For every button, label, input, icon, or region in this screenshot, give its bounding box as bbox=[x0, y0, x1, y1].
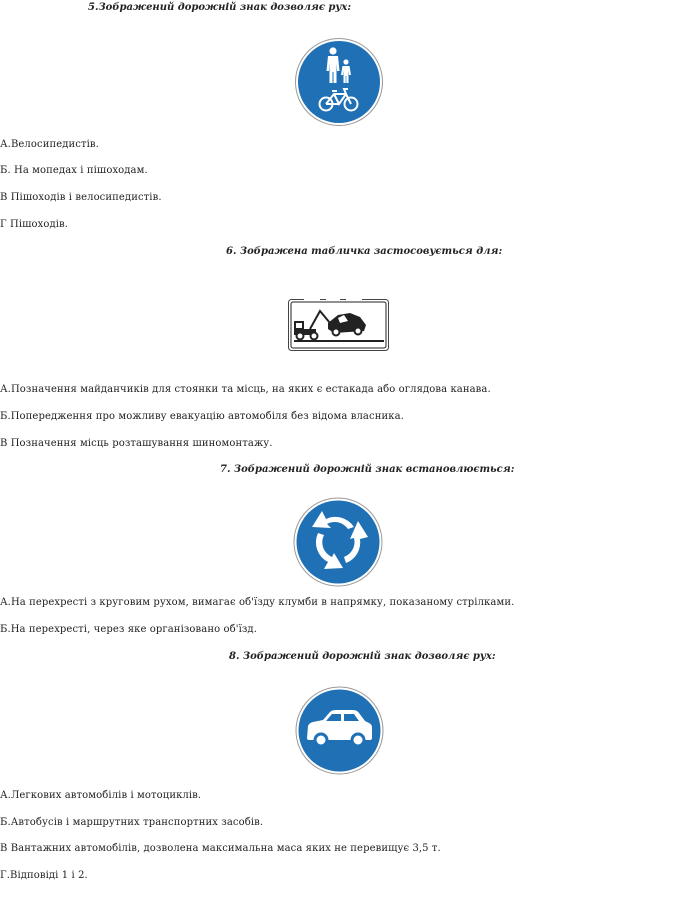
question-8-answer-d: Г.Відповіді 1 і 2. bbox=[0, 870, 88, 881]
question-5-answer-c: В Пішоходів і велосипедистів. bbox=[0, 192, 162, 203]
question-8-answer-c: В Вантажних автомобілів, дозволена максимальна маса яких не перевищує 3,5 т. bbox=[0, 843, 441, 854]
question-6-answer-c: В Позначення місць розташування шиномонтажу. bbox=[0, 438, 273, 449]
question-5-answer-d: Г Пішоходів. bbox=[0, 219, 69, 230]
question-8-answer-b: Б.Автобусів і маршрутних транспортних засобів. bbox=[0, 817, 264, 828]
question-5-answer-a: А.Велосипедистів. bbox=[0, 139, 99, 150]
question-8-title: 8. Зображений дорожній знак дозволяє рух: bbox=[229, 651, 496, 662]
question-6-answer-a: А.Позначення майданчиків для стоянки та місць, на яких є естакада або оглядова канава. bbox=[0, 384, 491, 395]
question-7-title: 7. Зображений дорожній знак встановлюється: bbox=[220, 464, 515, 475]
passenger-car-only-sign-icon bbox=[295, 686, 384, 775]
question-7-answer-a: А.На перехресті з круговим рухом, вимагає об'їзду клумби в напрямку, показаному стрілками. bbox=[0, 597, 515, 608]
question-7-answer-b: Б.На перехресті, через яке організовано об'їзд. bbox=[0, 624, 257, 635]
tow-truck-evacuation-plate-icon bbox=[288, 299, 389, 351]
question-8-answer-a: А.Легкових автомобілів і мотоциклів. bbox=[0, 790, 202, 801]
question-6-answer-b: Б.Попередження про можливу евакуацію автомобіля без відома власника. bbox=[0, 411, 404, 422]
question-6-title: 6. Зображена табличка застосовується для: bbox=[226, 246, 503, 257]
question-5-answer-b: Б. На мопедах і пішоходам. bbox=[0, 165, 148, 176]
question-5-title: 5.Зображений дорожній знак дозволяє рух: bbox=[88, 2, 352, 13]
pedestrian-and-bicycle-shared-path-sign-icon bbox=[294, 37, 384, 127]
roundabout-sign-icon bbox=[292, 497, 384, 587]
